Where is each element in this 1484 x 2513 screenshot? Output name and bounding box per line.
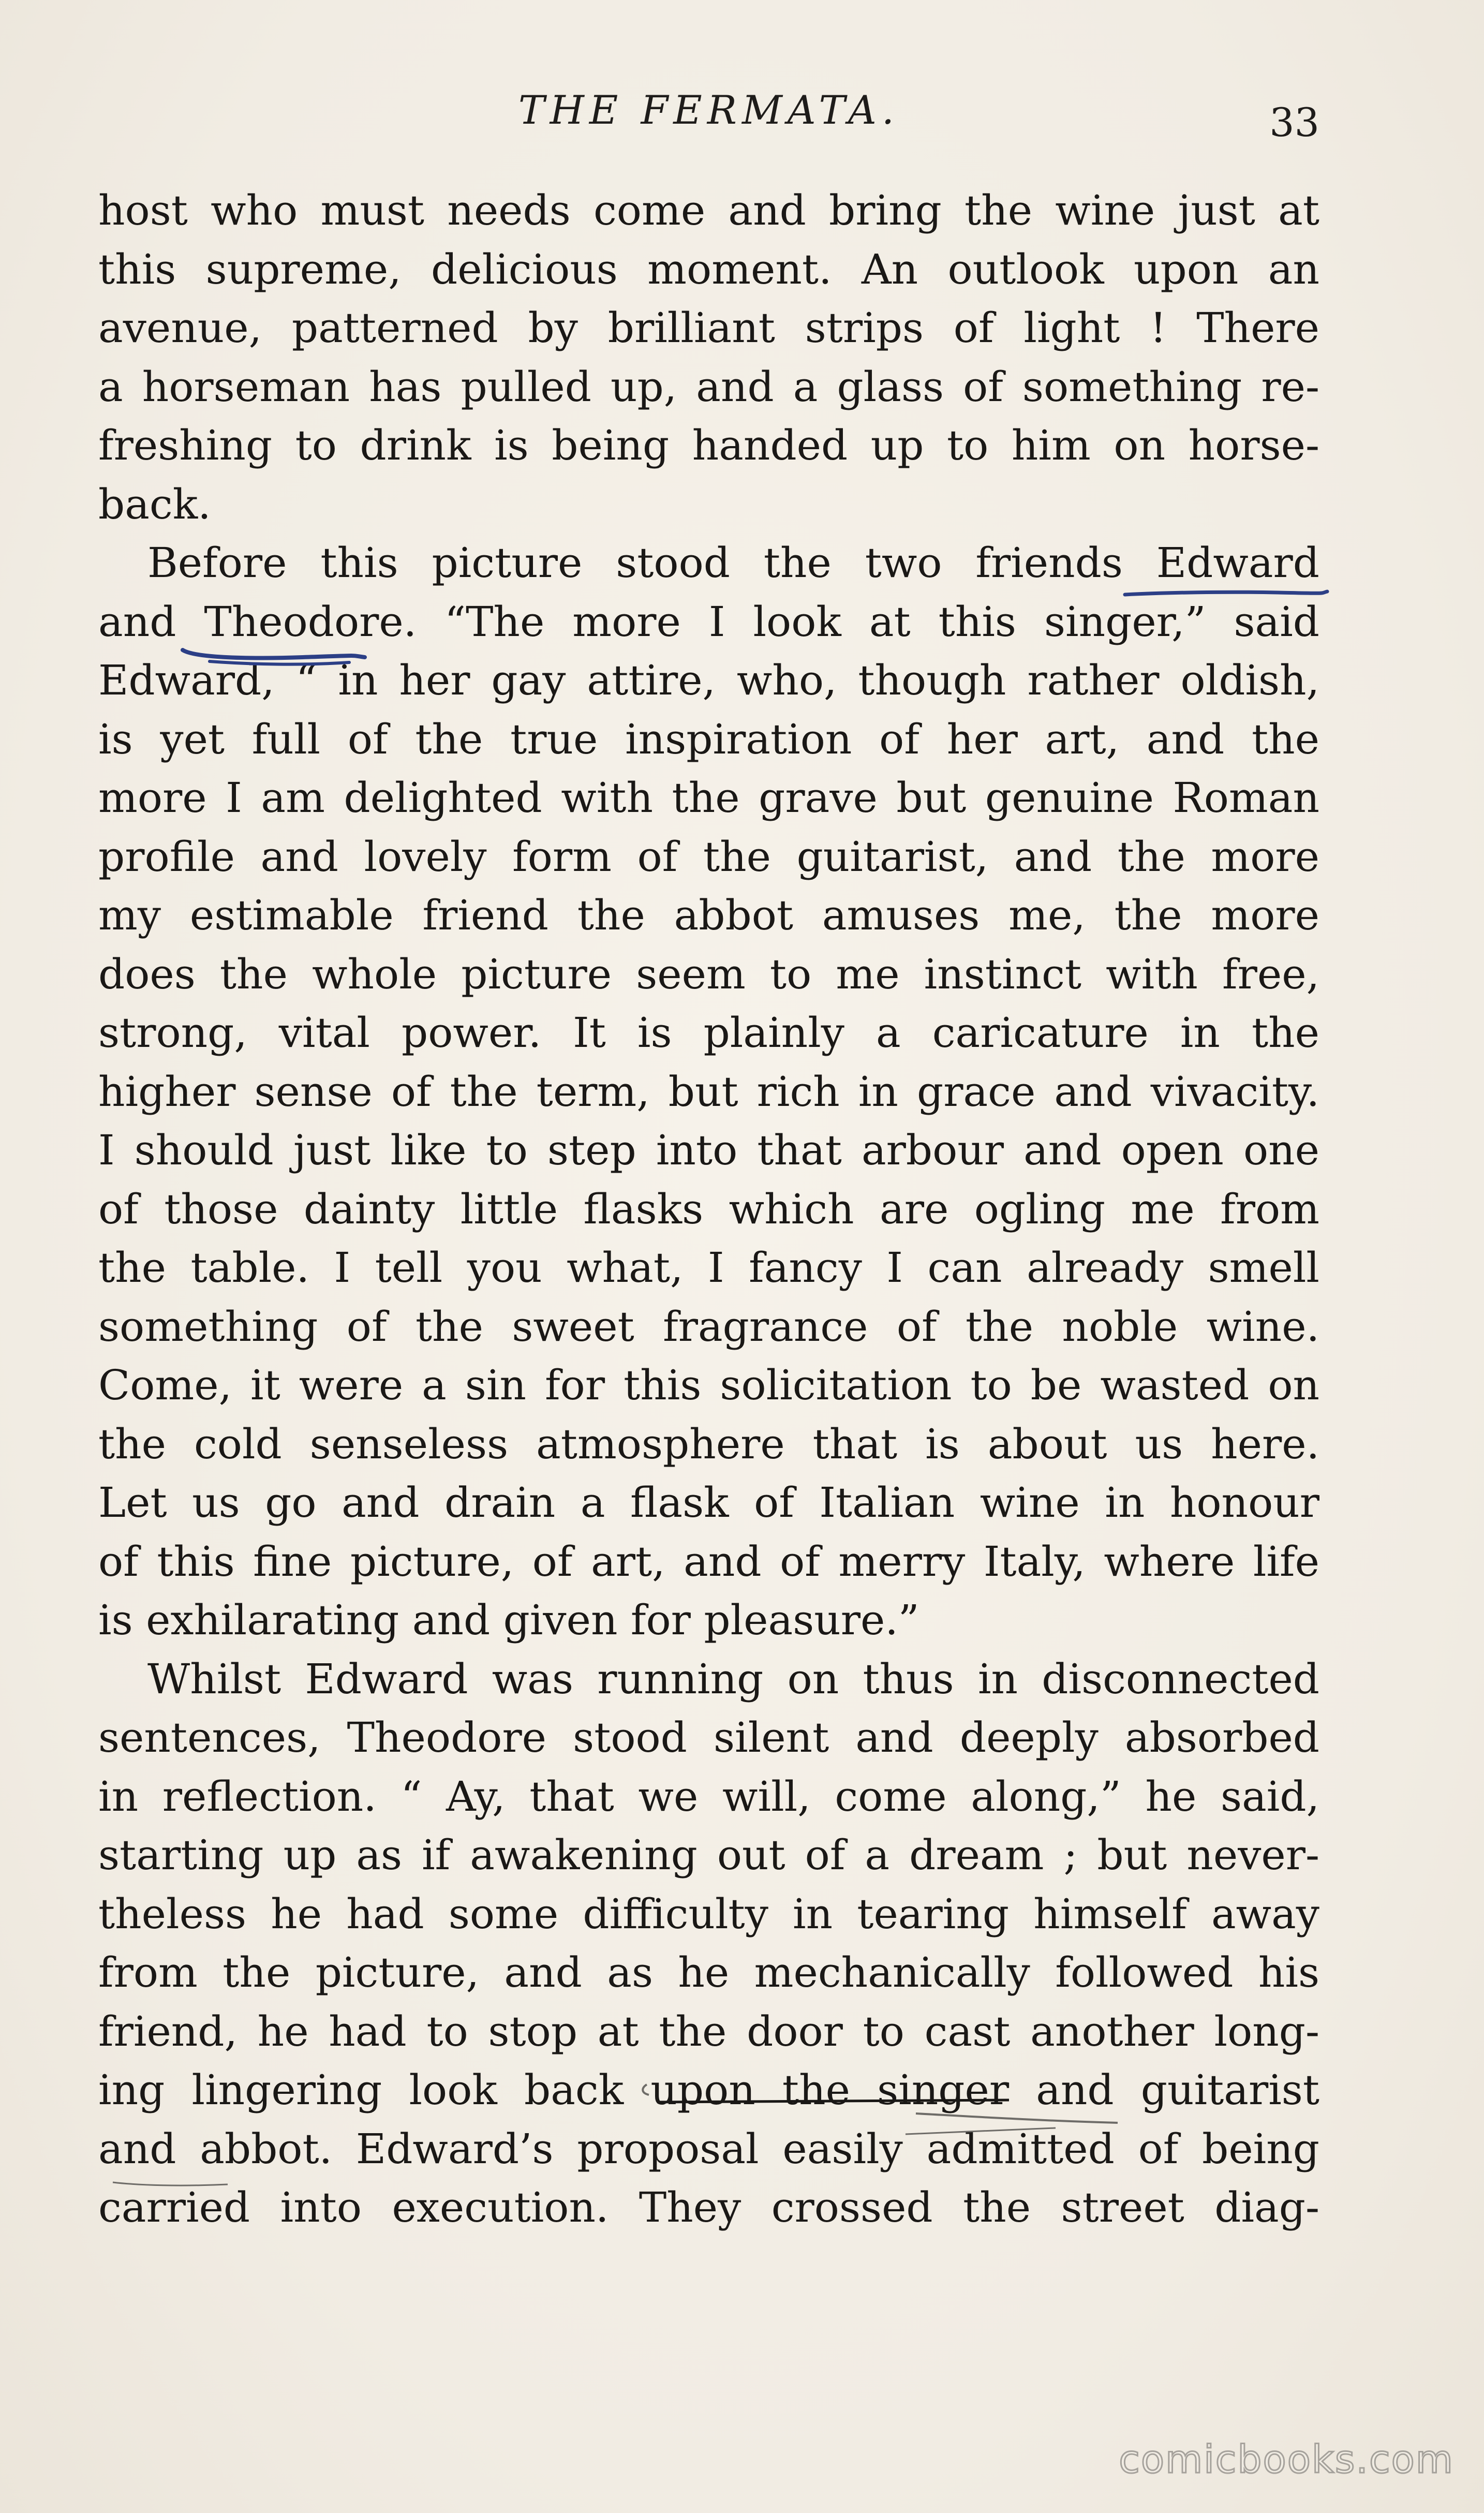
text-line: a horseman has pulled up, and a glass of something re- — [98, 362, 1319, 411]
page-number: 33 — [1269, 99, 1319, 145]
text-line: in reflection. “ Ay, that we will, come along,” he said, — [98, 1772, 1319, 1821]
text-line: host who must needs come and bring the wine just at — [98, 186, 1319, 234]
text-line: avenue, patterned by brilliant strips of light ! There — [98, 304, 1319, 352]
text-line: starting up as if awakening out of a dream ; but never- — [98, 1831, 1319, 1879]
running-head — [98, 87, 1319, 149]
text-line: Edward, “ in her gay attire, who, though rather oldish, — [98, 656, 1319, 704]
text-line: of this fine picture, of art, and of merry Italy, where life — [98, 1537, 1319, 1586]
text-line: theless he had some difficulty in tearing himself away — [98, 1889, 1319, 1938]
text-line: of those dainty little flasks which are ogling me from — [98, 1185, 1319, 1233]
text-line: is exhilarating and given for pleasure.” — [98, 1596, 919, 1644]
text-line: and abbot. Edward’s proposal easily admitted of being — [98, 2124, 1319, 2173]
text-line: and Theodore. “The more I look at this singer,” said — [98, 597, 1319, 646]
text-line: is yet full of the true inspiration of her art, and the — [98, 715, 1319, 763]
text-line: friend, he had to stop at the door to cast another long- — [98, 2007, 1319, 2056]
text-line: higher sense of the term, but rich in grace and vivacity. — [98, 1067, 1319, 1116]
text-line: from the picture, and as he mechanically followed his — [98, 1948, 1319, 1997]
text-line: Before this picture stood the two friends Edward — [147, 539, 1319, 587]
text-line: something of the sweet fragrance of the noble wine. — [98, 1302, 1319, 1351]
text-line: ing lingering look back upon the singer and guitarist — [98, 2066, 1319, 2114]
text-line: back. — [98, 480, 211, 528]
text-line: freshing to drink is being handed up to him on horse- — [98, 421, 1319, 469]
text-line: does the whole picture seem to me instinct with free, — [98, 950, 1319, 998]
text-line: my estimable friend the abbot amuses me, the more — [98, 891, 1319, 939]
body-text — [98, 181, 1319, 2237]
text-line: Come, it were a sin for this solicitation to be wasted on — [98, 1361, 1319, 1409]
text-line: strong, vital power. It is plainly a caricature in the — [98, 1009, 1319, 1057]
text-line: the cold senseless atmosphere that is about us here. — [98, 1420, 1319, 1468]
text-line: Let us go and drain a flask of Italian wine in honour — [98, 1479, 1319, 1527]
watermark: comicbooks.com — [1119, 2437, 1454, 2482]
running-title: THE FERMATA. — [518, 87, 900, 133]
text-line: more I am delighted with the grave but genuine Roman — [98, 774, 1319, 822]
text-line: sentences, Theodore stood silent and deeply absorbed — [98, 1713, 1319, 1762]
text-line: this supreme, delicious moment. An outlook upon an — [98, 245, 1319, 293]
text-line: Whilst Edward was running on thus in disconnected — [147, 1654, 1319, 1703]
text-line: profile and lovely form of the guitarist, and the more — [98, 832, 1319, 881]
text-line: carried into execution. They crossed the street diag- — [98, 2183, 1319, 2231]
text-line: I should just like to step into that arbour and open one — [98, 1126, 1319, 1174]
text-line: the table. I tell you what, I fancy I can already smell — [98, 1244, 1319, 1292]
